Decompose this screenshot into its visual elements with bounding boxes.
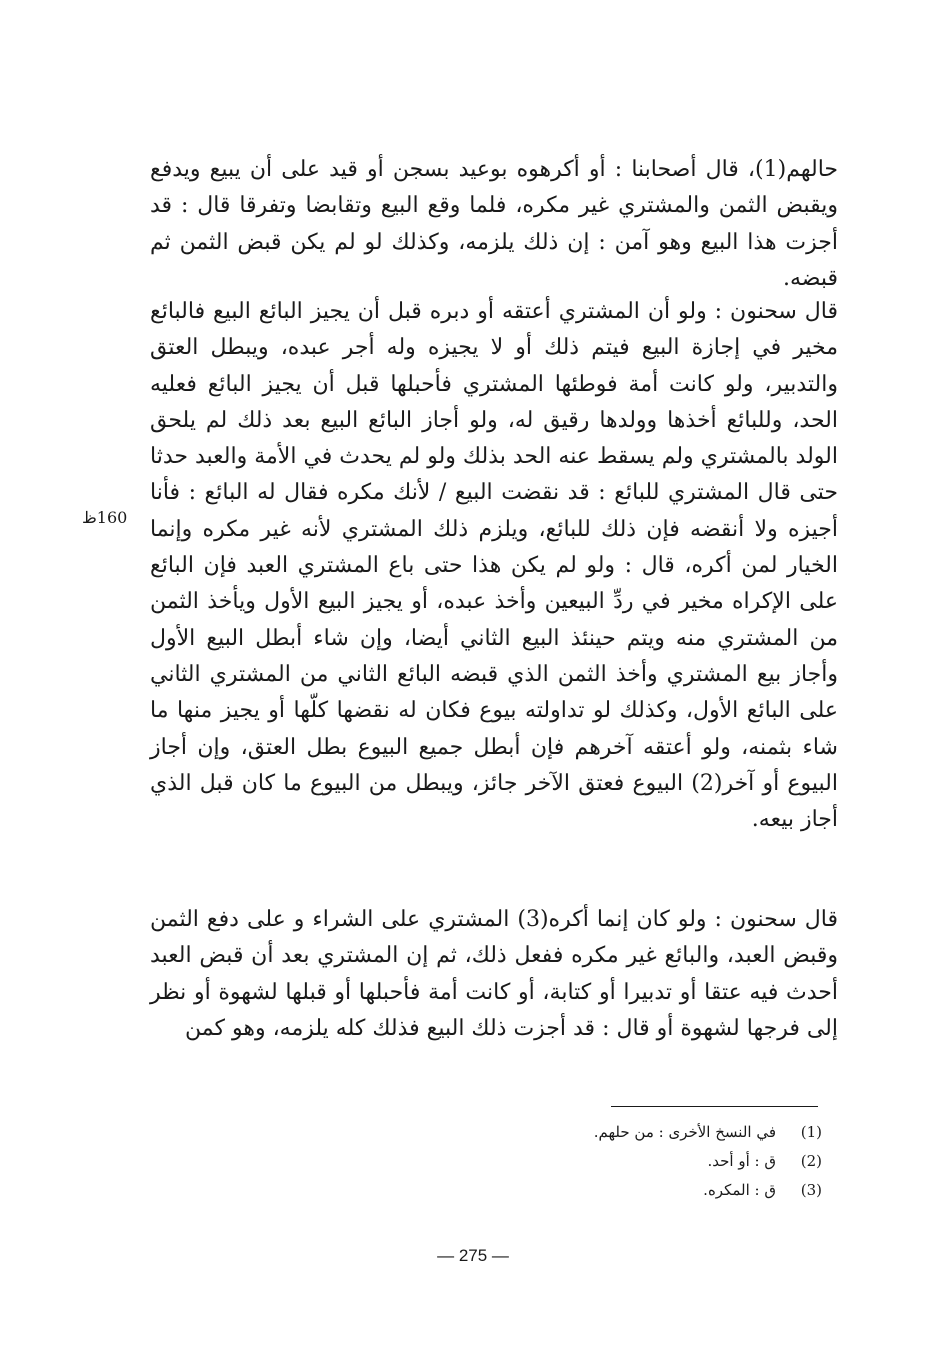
paragraph-text: قال سحنون : ولو أن المشتري أعتقه أو دبره قبل أن يجيز البائع البيع فالبائع مخير في إجازة البيع فيتم ذلك أو لا يجيزه وله أجر عبده، ويبطل العتق والتدبير، ولو كانت أمة فوطئها المشتري فأحبلها قبل أن يجيز البائع فعليه الحد، وللبائع أخذها وولدها رقيق له، ولو أجاز البائع البيع بعد ذلك لم يلحق الولد بالمشتري ولم يسقط عنه الحد بذلك ولو لم يحدث في الأمة والعبد حدثا حتى قال المشتري للبائع : قد نقضت البيع / لأنك مكره فقال له البائع : فأنا أجيزه ولا أنقضه فإن ذلك للبائع، ويلزم ذلك المشتري لأنه غير مكره وإنما الخيار لمن أكره، قال : ولو لم يكن هذا حتى باع المشتري العبد فإن البائع على الإكراه مخير في ردِّ البيعين وأخذ عبده، أو يجيز البيع الأول ويأخذ الثمن من المشتري منه ويتم حينئذ البيع الثاني أيضا، وإن شاء أبطل البيع الأول وأجاز بيع المشتري وأخذ الثمن الذي قبضه البائع الثاني من المشتري الثاني على البائع الأول، وكذلك لو تداولته بيوع فكان له نقضها كلّها أو يجيز منها ما شاء بثمنه، ولو أعتقه آخرهم فإن أبطل جميع البيوع بطل العتق، وإن أجاز البيوع أو آخر(2) البيوع فعتق الآخر جائز، ويبطل من البيوع ما كان قبل الذي أجاز بيعه. xyxy=(150,299,838,833)
folio-margin-note: 160ظ xyxy=(82,508,128,527)
paragraph-1 xyxy=(150,152,838,297)
footnote-1 xyxy=(560,1123,822,1152)
footnote-text: في النسخ الأخرى : من حلهم. xyxy=(593,1123,776,1141)
page-number: — 275 — xyxy=(437,1246,509,1265)
paragraph-3 xyxy=(150,902,838,1047)
footnote-2 xyxy=(560,1152,822,1181)
footnote-3 xyxy=(560,1181,822,1210)
footnote-number: (3) xyxy=(800,1181,822,1199)
footnote-text: ق : أو أحد. xyxy=(707,1152,776,1170)
paragraph-2 xyxy=(150,294,838,838)
paragraph-text: حالهم(1)، قال أصحابنا : أو أكرهوه بوعيد بسجن أو قيد على أن يبيع ويدفع ويقبض الثمن والمشتري غير مكره، فلما وقع البيع وتقابضا وتفرقا قال : قد أجزت هذا البيع وهو آمن : إن ذلك يلزمه، وكذلك لو لم يكن قبض الثمن ثم قبضه. xyxy=(150,157,838,291)
footnotes xyxy=(560,1123,822,1210)
footnote-number: (1) xyxy=(800,1123,822,1141)
paragraph-text: قال سحنون : ولو كان إنما أكره(3) المشتري على الشراء و على دفع الثمن وقبض العبد، والبائع غير مكره ففعل ذلك، ثم إن المشتري بعد أن قبض العبد أحدث فيه عتقا أو تدبيرا أو كتابة، أو كانت أمة فأحبلها أو قبلها لشهوة أو نظر إلى فرجها لشهوة أو قال : قد أجزت ذلك البيع فذلك كله يلزمه، وهو كمن xyxy=(150,907,838,1041)
footnote-text: ق : المكره. xyxy=(703,1181,776,1199)
footnote-number: (2) xyxy=(800,1152,822,1170)
footnote-divider xyxy=(611,1106,818,1107)
